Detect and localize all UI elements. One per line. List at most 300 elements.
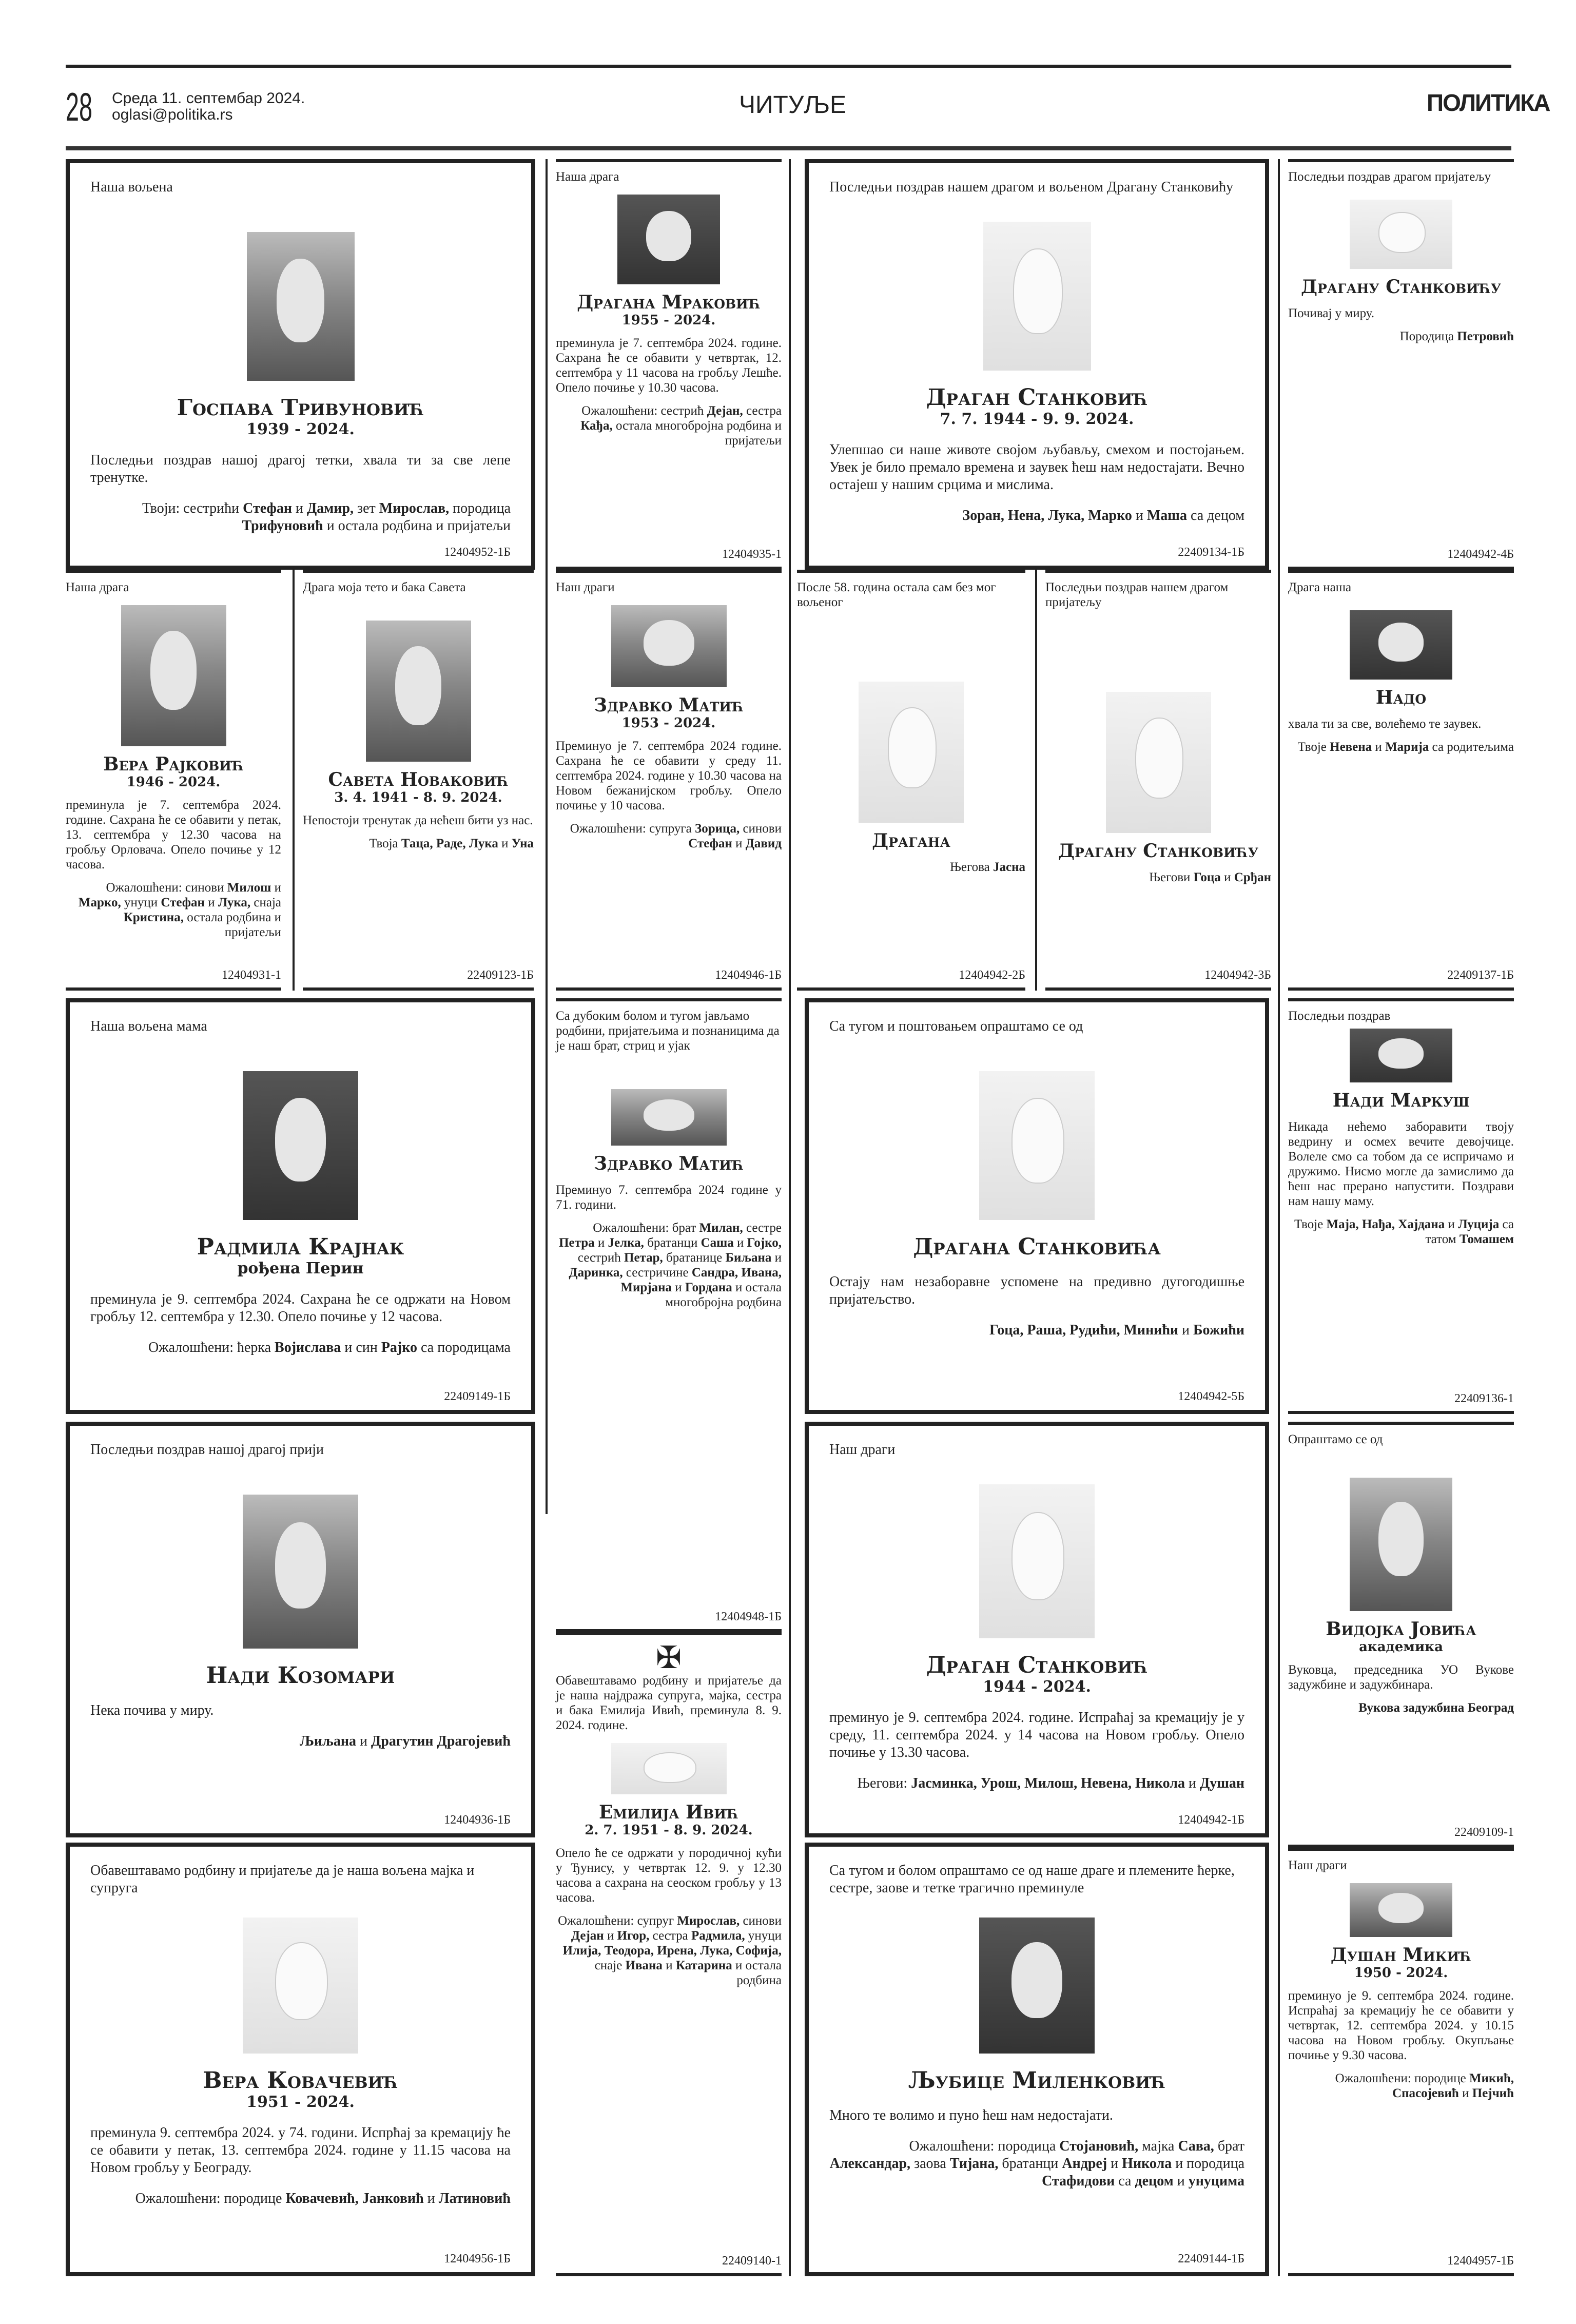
portrait-face	[1378, 623, 1424, 662]
notice-intro: Драга наша	[1288, 580, 1352, 594]
portrait-photo	[243, 1495, 358, 1649]
spacer	[556, 1733, 782, 1743]
spacer	[1288, 595, 1514, 610]
notice-intro: Наш драги	[556, 580, 615, 594]
mourners	[829, 1775, 1244, 1792]
mourner-name: Стојановић,	[1059, 2138, 1139, 2154]
mourners	[556, 1221, 782, 1310]
portrait-photo	[121, 605, 226, 746]
ad-code: 22409137-1Б	[1447, 969, 1514, 982]
deceased-dates: рођена Перин	[237, 1260, 364, 1277]
contact-email[interactable]: oglasi@politika.rs	[112, 106, 233, 123]
portrait-face	[275, 1098, 326, 1181]
portrait-photo	[1350, 1478, 1452, 1611]
mourner-name: Рајко	[381, 1340, 418, 1355]
mourner-text: Ожалошћени: породица	[909, 2138, 1060, 2154]
spacer	[90, 196, 511, 232]
ad-code: 12404946-1Б	[715, 969, 782, 982]
notice-text: преминуо је 9. септембра 2024. године. Испраћај за кремацију је у среду, 11. септембра 2024. у 14 часова на Новом гробљу. Опело почиње у 13.30 часова.	[829, 1710, 1244, 1760]
mourner-text: братанци	[644, 1236, 701, 1250]
mourner-text: и остала многобројна родбина	[665, 1281, 782, 1309]
deceased-dates: академика	[1359, 1639, 1443, 1655]
ad-code: 12404942-1Б	[1178, 1813, 1244, 1827]
mourner-text: сестре	[743, 1221, 782, 1235]
newspaper-logo: ПОЛИТИКА	[1427, 89, 1550, 116]
notice-text: преминула је 9. септембра 2024. Сахрана ће се одржати на Новом гробљу 12. септембра у 12.30. Опело почиње у 12 часова.	[90, 1291, 511, 1325]
mourner-name: Невена	[1330, 740, 1372, 754]
notice-intro: Последњи поздрав драгом пријатељу	[1288, 170, 1491, 184]
deceased-dates: 1944 - 2024.	[983, 1678, 1091, 1696]
obituary-notice	[1045, 570, 1271, 991]
notice-text: Вуковца, председника УО Вукове задужбине и задужбинара.	[1288, 1663, 1514, 1692]
portrait-photo	[366, 621, 471, 762]
deceased-name: Видојка Јовића	[1326, 1618, 1476, 1640]
mourner-name: Зорица,	[695, 822, 740, 836]
deceased-name: Вера Ковачевић	[203, 2067, 398, 2094]
mourner-text: са родитељима	[1429, 740, 1514, 754]
mourner-text: и	[1445, 1217, 1458, 1231]
mourner-name: Маша	[1146, 508, 1187, 524]
mourner-name: Сандра, Ивана, Мирјана	[620, 1266, 782, 1294]
deceased-dates: 1939 - 2024.	[246, 420, 355, 438]
mourner-text: и	[604, 1929, 617, 1943]
mourner-text: и	[1220, 870, 1234, 884]
mourner-name: Уна	[511, 837, 534, 850]
mourner-text: мајка	[1138, 2138, 1178, 2154]
mourner-name: Милан,	[699, 1221, 743, 1235]
spacer	[829, 1035, 1244, 1071]
notice-intro: Са тугом и поштовањем опраштамо се од	[829, 1018, 1083, 1034]
portrait-face	[1135, 718, 1183, 799]
mourner-name: Давид	[745, 837, 782, 850]
mourner-text: заова	[910, 2156, 950, 2172]
mourner-text: и	[1178, 1322, 1194, 1338]
mourner-name: Латиновић	[438, 2191, 511, 2206]
notice-text: Никада нећемо заборавити твоју ведрину и осмех вечите девојчице. Волеле смо са тобом да се испричамо и дружимо. Нисмо могле да замислимо да ћеш нас прерано напустити. Поздрави нам нашу маму.	[1288, 1120, 1514, 1208]
mourner-text: са породицама	[417, 1340, 511, 1355]
ad-code: 22409149-1Б	[444, 1390, 511, 1403]
mourner-text: са	[1115, 2173, 1135, 2189]
mourners	[829, 507, 1244, 525]
ad-code: 12404956-1Б	[444, 2252, 511, 2265]
mourner-name: Маја, Нађа, Хајдана	[1326, 1217, 1445, 1231]
mourner-text: унуци	[121, 896, 161, 909]
mourner-text: Ожалошћени: супруга	[570, 822, 695, 836]
portrait-photo	[611, 1743, 727, 1794]
mourner-text: сестра	[649, 1929, 691, 1943]
mourner-name: Милош	[227, 881, 271, 895]
mourner-name: Дејан	[571, 1929, 604, 1943]
mourner-text: Његови	[1149, 870, 1194, 884]
ad-code: 12404957-1Б	[1447, 2254, 1514, 2268]
notice-intro: После 58. година остала сам без мог вољеног	[797, 580, 996, 609]
mourner-name: Гојко,	[747, 1236, 782, 1250]
portrait-face	[275, 1942, 328, 2020]
mourner-text: зет	[354, 500, 379, 516]
deceased-dates: 1955 - 2024.	[621, 313, 716, 328]
portrait-face	[275, 1522, 326, 1609]
ad-code: 22409109-1	[1454, 1826, 1514, 1839]
mourner-name: Даринка,	[569, 1266, 623, 1280]
deceased-dates: 1953 - 2024.	[621, 715, 716, 731]
mourner-name: Петра	[559, 1236, 595, 1250]
notice-intro: Наша драга	[66, 580, 129, 594]
mourners	[1288, 1217, 1514, 1247]
mourner-text: и остала родбина и пријатељи	[323, 518, 511, 534]
mourner-text: Ожалошћени: брат	[593, 1221, 699, 1235]
mourner-text: и	[271, 881, 281, 895]
issue-date: Среда 11. септембар 2024.	[112, 90, 305, 107]
portrait-face	[1378, 212, 1426, 253]
obituary-notice	[66, 998, 535, 1414]
portrait-face	[1378, 1038, 1424, 1069]
column-divider	[1278, 159, 1280, 2276]
spacer	[829, 1459, 1244, 1484]
deceased-name: Вера Рајковић	[103, 753, 244, 775]
mourner-name: Стефан	[161, 896, 205, 909]
notice-intro: Опраштамо се од	[1288, 1432, 1383, 1446]
deceased-name: Драгана	[872, 830, 950, 851]
notice-text: Опело ће се одржати у породичној кући у Ђунису, у четвртак 12. 9. у 12.30 часова а сахрана на сеоском гробљу у 13 часова.	[556, 1846, 782, 1905]
spacer	[303, 595, 534, 621]
deceased-dates: 7. 7. 1944 - 9. 9. 2024.	[940, 410, 1134, 428]
deceased-name: Здравко Матић	[593, 1153, 744, 1174]
deceased-dates: 2. 7. 1951 - 8. 9. 2024.	[585, 1823, 753, 1838]
ad-code: 12404935-1	[722, 548, 782, 561]
ad-code: 12404952-1Б	[444, 546, 511, 559]
obituary-notice	[303, 570, 534, 991]
mourner-name: Ковачевић, Јанковић	[285, 2191, 424, 2206]
portrait-photo	[859, 682, 964, 823]
mourner-text: Ожалошћени: ћерка	[148, 1340, 275, 1355]
mourner-text: Породица	[1399, 330, 1457, 343]
deceased-name: Љубице Миленковић	[908, 2067, 1166, 2094]
mourner-name: Мирослав,	[379, 500, 450, 516]
mourners	[303, 836, 534, 851]
mourner-name: Јасминка, Урош, Милош, Невена, Никола	[911, 1775, 1185, 1791]
mourner-name: Андреј	[1062, 2156, 1107, 2172]
mourner-text: и	[292, 500, 307, 516]
deceased-name: Душан Микић	[1330, 1944, 1472, 1966]
notice-intro: Последњи поздрав нашој драгој прији	[90, 1442, 324, 1458]
deceased-name: Госпава Тривуновић	[177, 395, 424, 421]
notice-text: хвала ти за све, волећемо те заувек.	[1288, 717, 1482, 731]
mourner-name: Драгутин Драгојевић	[371, 1733, 511, 1749]
mourner-name: Радмила,	[691, 1929, 745, 1943]
mourner-name: Јасна	[993, 860, 1025, 874]
mourners	[66, 880, 281, 940]
mourner-text: и	[1107, 2156, 1122, 2172]
obituary-notice	[1288, 159, 1514, 570]
orthodox-cross-icon: ✠	[655, 1640, 682, 1676]
mourner-text: са татом	[1425, 1217, 1514, 1246]
portrait-photo	[983, 222, 1091, 371]
notice-text: преминула је 7. септембра 2024. године. Сахрана ће се обавити у петак, 13. септембра у 12.30 часова на гробљу Орловача. Опело почиње у 12 часова.	[66, 798, 281, 872]
mourner-name: Кађа,	[580, 419, 613, 433]
mourner-name: Гордана	[685, 1281, 732, 1294]
deceased-dates: 1950 - 2024.	[1354, 1965, 1448, 1981]
spacer	[1045, 610, 1271, 692]
deceased-name: Здравко Матић	[593, 694, 744, 716]
mourners	[556, 1913, 782, 1988]
mourner-text: сестра	[743, 404, 782, 418]
spacer	[66, 595, 281, 605]
mourner-text: синови	[740, 1914, 782, 1928]
deceased-dates: 1951 - 2024.	[246, 2093, 355, 2111]
mourner-name: Војислава	[275, 1340, 341, 1355]
obituary-notice	[805, 1422, 1269, 1837]
obituary-notice	[1288, 570, 1514, 991]
mourner-text: снаја	[250, 896, 281, 909]
obituary-notice	[556, 998, 782, 1632]
notice-intro: Наша вољена	[90, 179, 173, 195]
portrait-face	[646, 211, 691, 261]
mourner-name: Трифуновић	[242, 518, 323, 534]
obituary-notice	[556, 570, 782, 991]
spacer	[1288, 184, 1514, 200]
notice-text: Остају нам незаборавне успомене на предивно дугогодишње пријатељство.	[829, 1274, 1244, 1307]
mourner-name: Јелка,	[608, 1236, 644, 1250]
mourner-name: Кристина,	[123, 911, 184, 924]
mourner-name: Марко,	[78, 896, 121, 909]
mourner-name: Томашем	[1459, 1232, 1514, 1246]
mourner-text: и	[594, 1236, 608, 1250]
mourner-name: унуцима	[1188, 2173, 1244, 2189]
portrait-face	[1378, 1502, 1424, 1577]
mourners	[829, 1322, 1244, 1339]
mourner-text: и	[423, 2191, 439, 2206]
portrait-face	[1011, 1512, 1064, 1600]
notice-intro: Са дубоким болом и тугом јављамо родбини, пријатељима и познаницима да је наш брат, стриц и ујак	[556, 1009, 780, 1053]
deceased-name: Емилија Ивић	[598, 1802, 739, 1823]
mourner-text: породица	[449, 500, 511, 516]
mourner-name: Тијана,	[949, 2156, 999, 2172]
obituary-notice	[66, 1843, 535, 2276]
mourners	[1288, 1700, 1514, 1715]
notice-text: Нека почива у миру.	[90, 1702, 214, 1718]
spacer	[1288, 1447, 1514, 1478]
portrait-photo	[1350, 1883, 1452, 1937]
mourner-text: и	[1458, 2086, 1472, 2100]
ad-code: 22409123-1Б	[467, 969, 534, 982]
mourner-name: Вукова задужбина Београд	[1358, 1701, 1514, 1715]
mourner-name: Гоца	[1193, 870, 1221, 884]
obituary-notice	[66, 159, 535, 570]
notice-text: Почивај у миру.	[1288, 306, 1374, 320]
mourner-name: Дејан,	[707, 404, 743, 418]
mourner-text: Ожалошћени: породице	[135, 2191, 286, 2206]
mourner-text: остала многобројна родбина и пријатељи	[612, 419, 782, 448]
mourner-name: Никола	[1122, 2156, 1172, 2172]
mourner-name: Срђан	[1234, 870, 1271, 884]
obituary-notice	[556, 1632, 782, 2276]
portrait-face	[277, 259, 324, 342]
mourners	[556, 403, 782, 448]
notice-text: преминула 9. септембра 2024. у 74. години. Испрћај за кремацију ће се обавити у петак, 13. септембра 2024. године у 11.15 часова на Новом гробљу у Београду.	[90, 2125, 511, 2176]
mourners	[1288, 329, 1514, 344]
mourner-name: Александар,	[829, 2156, 911, 2172]
portrait-photo	[1350, 1029, 1452, 1082]
spacer	[556, 1053, 782, 1089]
deceased-name: Савета Новаковић	[328, 769, 509, 790]
mourners	[1045, 870, 1271, 885]
mourner-name: Петровић	[1457, 330, 1514, 343]
spacer	[1288, 1873, 1514, 1883]
obituary-notice	[805, 998, 1269, 1414]
notice-intro: Драга моја тето и бака Савета	[303, 580, 466, 594]
notice-intro: Наш драги	[829, 1442, 896, 1458]
notice-intro: Са тугом и болом опраштамо се од наше драге и племените ћерке, сестре, заове и тетке трагично преминуле	[829, 1863, 1235, 1896]
portrait-face	[644, 1752, 696, 1783]
header-rule-top	[66, 65, 1511, 68]
deceased-dates: 1946 - 2024.	[126, 774, 221, 790]
mourner-name: Игор,	[617, 1929, 650, 1943]
mourner-text: Ожалошћени: породице	[1335, 2071, 1470, 2085]
mourner-name: Ивана	[625, 1959, 663, 1972]
mourner-name: Петар,	[624, 1251, 663, 1265]
mourners	[90, 1733, 511, 1750]
mourners	[90, 500, 511, 535]
portrait-photo	[1350, 610, 1452, 680]
ad-code: 12404942-3Б	[1204, 969, 1271, 982]
notice-intro: Последњи поздрав	[1288, 1009, 1391, 1023]
portrait-photo	[617, 195, 720, 284]
mourner-text: Ожалошћени: сестрић	[581, 404, 707, 418]
spacer	[90, 1459, 511, 1495]
mourner-name: Лука,	[218, 896, 251, 909]
mourner-name: Таца, Раде, Лука	[401, 837, 498, 850]
obituary-notice	[1288, 1848, 1514, 2276]
portrait-photo	[611, 1089, 727, 1146]
ad-code: 12404931-1	[222, 969, 281, 982]
mourners	[556, 821, 782, 851]
mourner-name: Илија, Теодора, Ирена, Лука, Софија,	[562, 1944, 782, 1958]
mourners	[1288, 2071, 1514, 2101]
mourner-text: Његови:	[857, 1775, 911, 1791]
deceased-dates: 3. 4. 1941 - 8. 9. 2024.	[334, 790, 502, 805]
mourner-name: Саша	[701, 1236, 734, 1250]
portrait-face	[1013, 248, 1062, 334]
section-title: ЧИТУЉЕ	[739, 91, 847, 119]
header-meta	[112, 90, 305, 123]
mourner-text: и	[733, 1236, 747, 1250]
spacer	[829, 196, 1244, 222]
portrait-photo	[1106, 692, 1211, 833]
notice-intro: Наша вољена мама	[90, 1018, 207, 1034]
column-divider	[546, 159, 548, 1514]
column-divider	[293, 570, 295, 991]
mourner-text: и	[1173, 2173, 1189, 2189]
obituary-notice	[556, 159, 782, 570]
ad-code: 22409136-1	[1454, 1392, 1514, 1405]
mourner-text: сестричине	[622, 1266, 692, 1280]
obituary-notice	[797, 570, 1025, 991]
mourner-text: и	[732, 837, 746, 850]
spacer	[556, 184, 782, 195]
mourners	[829, 2138, 1244, 2190]
mourners	[90, 2190, 511, 2207]
mourner-text: Твоја	[369, 837, 401, 850]
mourners	[797, 860, 1025, 875]
notice-text: Много те волимо и пуно ћеш нам недостајати.	[829, 2107, 1113, 2123]
mourner-text: остала родбина и пријатељи	[183, 911, 281, 939]
mourner-name: Зоран, Нена, Лука, Марко	[962, 508, 1132, 524]
header-rule-bottom	[66, 146, 1511, 150]
mourners	[1288, 740, 1514, 754]
mourner-name: Душан	[1199, 1775, 1244, 1791]
ad-code: 22409140-1	[722, 2254, 782, 2268]
obituary-notice	[66, 570, 281, 991]
portrait-photo	[243, 1918, 358, 2054]
portrait-photo	[247, 232, 355, 381]
mourner-text: Ожалошћени: синови	[106, 881, 227, 895]
mourner-text: са децом	[1186, 508, 1244, 524]
mourner-text: синови	[740, 822, 782, 836]
mourner-name: Марија	[1385, 740, 1429, 754]
spacer	[1288, 1023, 1514, 1029]
mourner-name: Луција	[1458, 1217, 1500, 1231]
mourner-text: братанци	[998, 2156, 1062, 2172]
deceased-name: Нади Маркуш	[1332, 1090, 1470, 1111]
mourner-name: Сава,	[1178, 2138, 1214, 2154]
obituary-notice	[1288, 1422, 1514, 1848]
portrait-face	[1378, 1893, 1424, 1923]
ad-code: 12404936-1Б	[444, 1813, 511, 1827]
mourners	[90, 1339, 511, 1357]
deceased-name: Драган Станковић	[926, 1652, 1148, 1678]
spacer	[90, 1897, 511, 1918]
mourner-text: и остала родбина	[732, 1959, 782, 1987]
mourner-text: и	[1184, 1775, 1200, 1791]
mourner-name: децом	[1135, 2173, 1174, 2189]
mourner-name: Божићи	[1193, 1322, 1244, 1338]
mourner-name: Гоца, Раша, Рудићи, Минићи	[989, 1322, 1179, 1338]
ad-code: 22409134-1Б	[1178, 546, 1244, 559]
page-number: 28	[66, 84, 93, 129]
mourner-name: Мирослав,	[677, 1914, 740, 1928]
notice-text: преминуо је 9. септембра 2024. године. Испраћај за кремацију ће се обавити у четвртак, 12. септембра 2024. у 10.15 часова на Новом гробљу. Окупљање почиње у 9.30 часова.	[1288, 1989, 1514, 2062]
notice-text: преминула је 7. септембра 2024. године. Сахрана ће се обавити у четвртак, 12. септембра у 11 часова на гробљу Лешће. Опело почиње у 10.30 часова.	[556, 336, 782, 395]
notice-text: Улепшао си наше животе својом љубављу, смехом и постојањем. Увек је било премало времена и заувек ћеш нам недостајати. Вечно остајеш у нашим срцима и мислима.	[829, 442, 1244, 493]
mourner-name: Пејчић	[1472, 2086, 1514, 2100]
deceased-name: Драган Станковић	[926, 384, 1148, 411]
mourner-text: и	[662, 1959, 676, 1972]
mourner-text: и	[204, 896, 218, 909]
mourner-name: Микић, Спасојевић	[1392, 2071, 1514, 2100]
notice-intro: Наш драги	[1288, 1858, 1347, 1872]
mourner-text: Твоји: сестрићи	[142, 500, 243, 516]
mourner-name: Стафидови	[1042, 2173, 1115, 2189]
obituary-notice	[805, 159, 1269, 570]
notice-intro: Наша драга	[556, 170, 619, 184]
spacer	[90, 1035, 511, 1071]
mourner-text: и	[356, 1733, 371, 1749]
spacer	[797, 610, 1025, 682]
deceased-name: Драгана Мраковић	[577, 292, 761, 313]
mourner-name: Стефан	[688, 837, 732, 850]
deceased-name: Надо	[1375, 687, 1427, 708]
column-divider	[1035, 570, 1037, 991]
mourner-name: Дамир,	[307, 500, 354, 516]
mourner-text: Твоје	[1297, 740, 1330, 754]
mourner-text: и породица	[1172, 2156, 1244, 2172]
deceased-name: Драгана Станковића	[913, 1234, 1161, 1260]
ad-code: 22409144-1Б	[1178, 2252, 1244, 2265]
spacer	[556, 595, 782, 605]
ad-code: 12404942-2Б	[959, 969, 1025, 982]
ad-code: 12404948-1Б	[715, 1610, 782, 1623]
mourner-text: снаје	[594, 1959, 626, 1972]
